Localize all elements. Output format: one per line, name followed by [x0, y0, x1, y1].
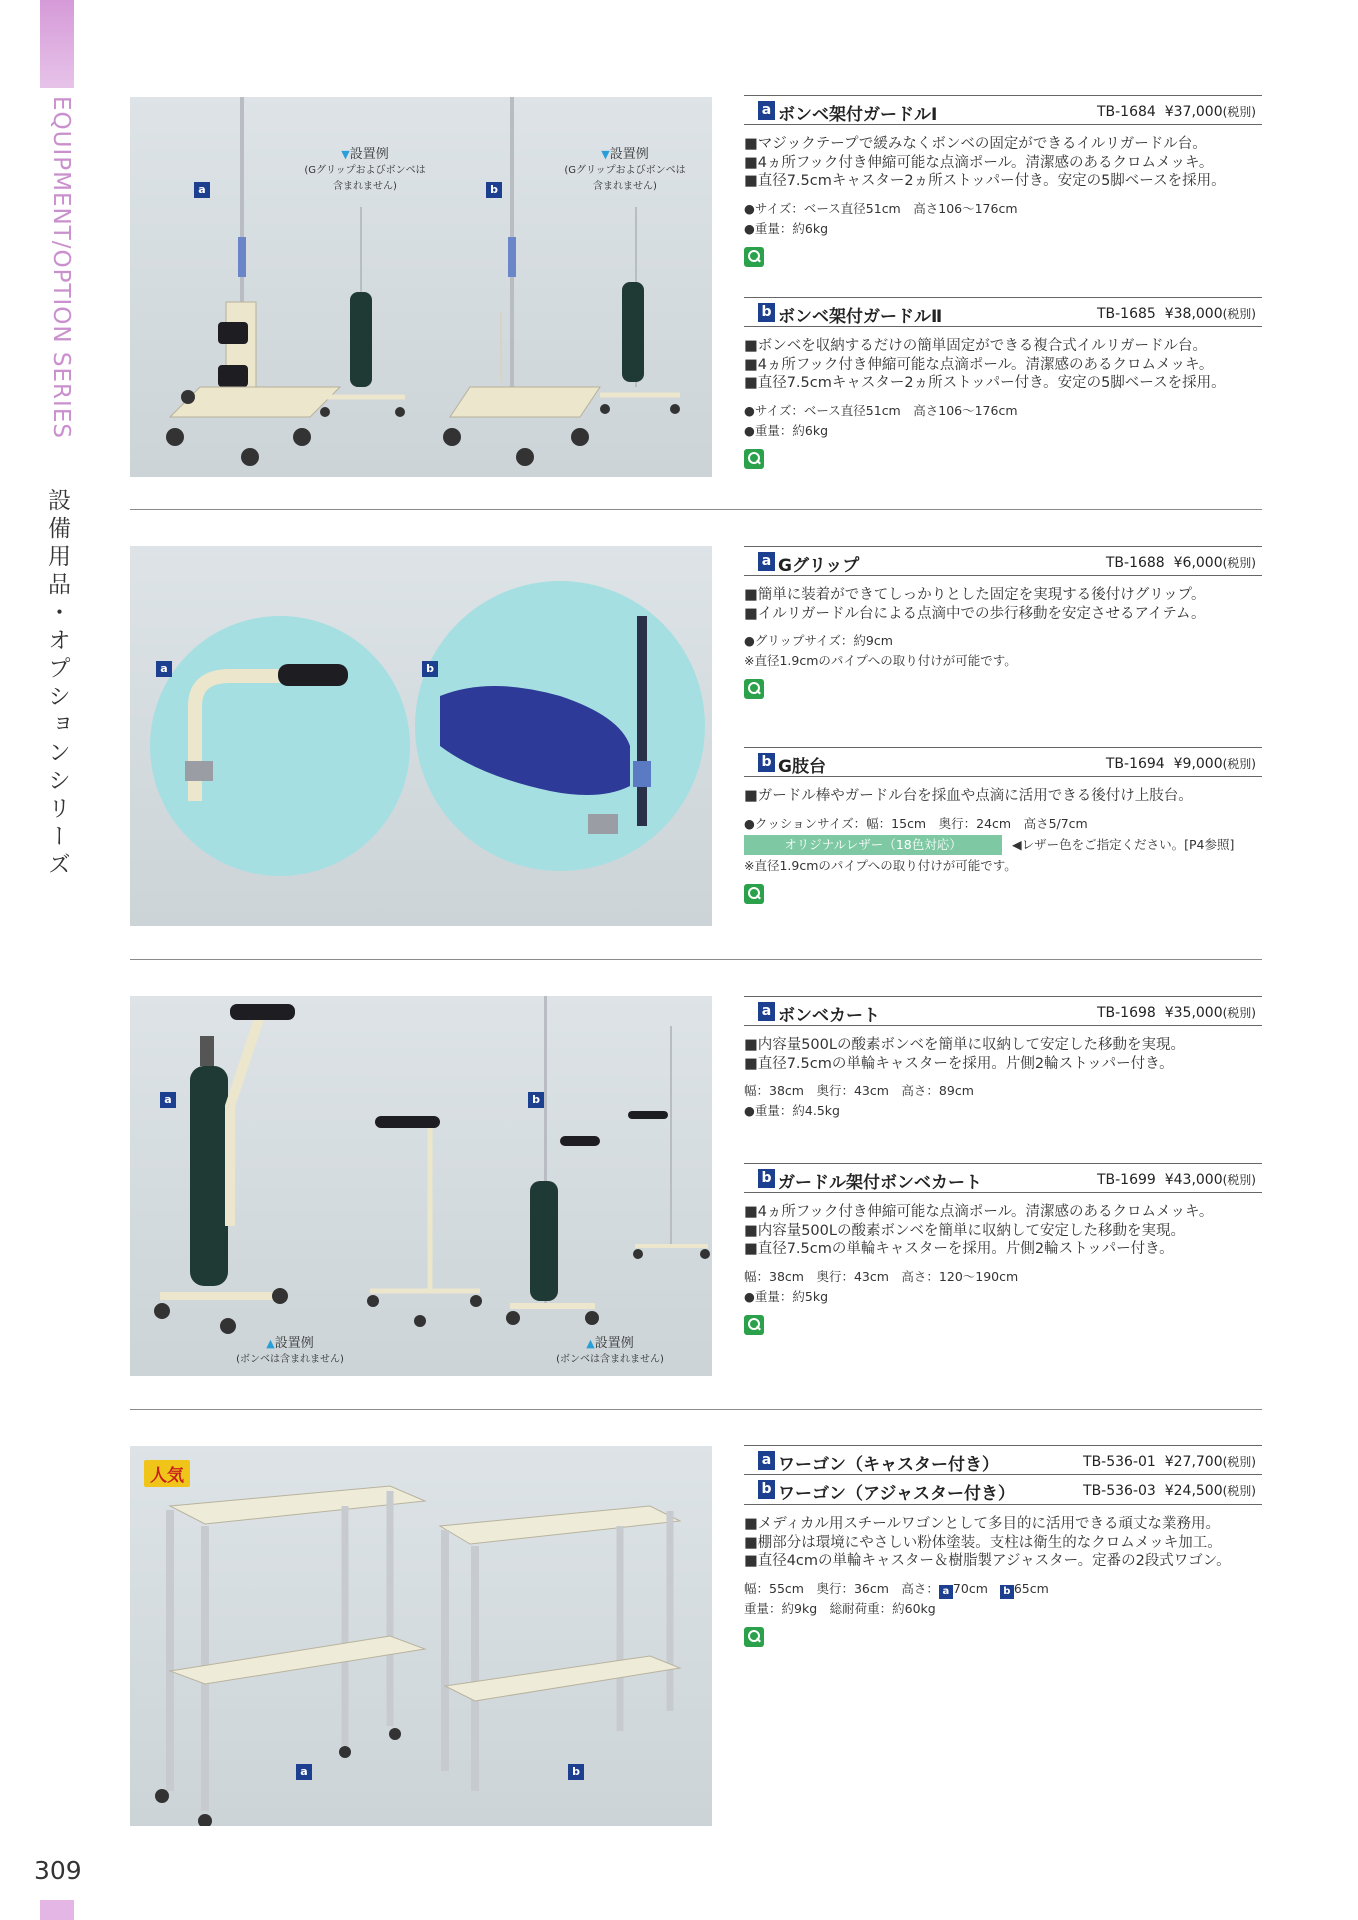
product-description: ■ボンベを収納するだけの簡単固定ができる複合式イルリガードル台。 ■4ヵ所フック付き伸縮可能な点滴ポール。清潔感のあるクロムメッキ。 ■直径7.5cmキャスター2ヵ所ストッパー付き。安定の5脚ベースを採用。	[744, 338, 1226, 391]
product-header	[744, 95, 1262, 125]
product-code-price: TB-536-03 ¥24,500(税別)	[1083, 1483, 1256, 1499]
product-letter: a	[758, 552, 775, 571]
product-letter: b	[758, 1480, 775, 1499]
product-description: ■マジックテープで緩みなくボンベの固定ができるイルリガードル台。 ■4ヵ所フック付き伸縮可能な点滴ポール。清潔感のあるクロムメッキ。 ■直径7.5cmキャスター2ヵ所ストッパー付き。安定の5脚ベースを採用。	[744, 136, 1226, 189]
search-icon[interactable]	[744, 1315, 764, 1335]
product-code-price: TB-1688 ¥6,000(税別)	[1105, 555, 1256, 571]
product-name: G肢台	[778, 757, 826, 777]
product-tb-1685	[744, 297, 1262, 469]
product-code-price: TB-1684 ¥37,000(税別)	[1096, 104, 1256, 120]
wagons-illustration	[130, 1446, 712, 1826]
product-name: ボンベ架付ガードルⅠ	[778, 105, 938, 125]
photo-tag-b: b	[568, 1764, 584, 1780]
product-specs	[744, 1579, 1262, 1619]
leather-color-bar: オリジナルレザー（18色対応）	[744, 835, 1002, 855]
cylinder-carts-illustration	[130, 996, 712, 1376]
product-letter: b	[758, 753, 775, 772]
product-tb-1698	[744, 996, 1262, 1121]
product-header	[744, 996, 1262, 1026]
product-specs: ●サイズ：ベース直径51cm 高さ106〜176cm ●重量：約6kg	[744, 200, 1018, 236]
product-code-price: TB-1699 ¥43,000(税別)	[1096, 1172, 1256, 1188]
product-tb-536	[744, 1445, 1262, 1647]
product-header	[744, 747, 1262, 777]
leather-note: ◀レザー色をご指定ください。[P4参照]	[1012, 836, 1235, 852]
photo-tag-a: a	[160, 1092, 176, 1108]
product-tb-1699	[744, 1163, 1262, 1335]
product-name: ワーゴン（キャスター付き）	[778, 1455, 999, 1475]
product-specs: ●クッションサイズ：幅：15cm 奥行：24cm 高さ5/7cm オリジナルレザー（18色対応） ◀レザー色をご指定ください。[P4参照] ※直径1.9cmのパイプへの取り付けが可能です。	[744, 814, 1262, 876]
product-specs: 幅：38cm 奥行：43cm 高さ：89cm ●重量：約4.5kg	[744, 1083, 974, 1118]
product-letter: a	[758, 101, 775, 120]
product-header	[744, 1163, 1262, 1193]
caption-arrow-icon: ▼	[341, 148, 350, 161]
photo-tag-b: b	[422, 661, 438, 677]
installation-example-caption: ▼設置例 (Gグリップおよびボンベは 含まれません)	[304, 147, 426, 192]
caption-arrow-icon: ▲	[586, 1337, 595, 1350]
product-name: ボンベカート	[778, 1006, 880, 1026]
product-description: ■内容量500Lの酸素ボンベを簡単に収納して安定した移動を実現。 ■直径7.5cmの単輪キャスターを採用。片側2輪ストッパー付き。	[744, 1037, 1185, 1072]
section-divider	[130, 509, 1262, 510]
series-title-jp: 設備用品・オプションシリーズ	[44, 488, 70, 880]
installation-example-caption: ▼設置例 (Gグリップおよびボンベは 含まれません)	[564, 147, 686, 192]
search-icon[interactable]	[744, 1627, 764, 1647]
product-tb-1688	[744, 546, 1262, 699]
search-icon[interactable]	[744, 449, 764, 469]
product-name: ボンベ架付ガードルⅡ	[778, 307, 943, 327]
side-color-band-bottom	[40, 1900, 74, 1920]
product-description: ■4ヵ所フック付き伸縮可能な点滴ポール。清潔感のあるクロムメッキ。 ■内容量500Lの酸素ボンベを簡単に収納して安定した移動を実現。 ■直径7.5cmの単輪キャスターを採用。片側2輪ストッパー付き。	[744, 1204, 1214, 1257]
product-letter: b	[758, 303, 775, 322]
photo-tag-a: a	[156, 661, 172, 677]
product-description: ■ガードル棒やガードル台を採血や点滴に活用できる後付け上肢台。	[744, 788, 1193, 804]
product-name: Gグリップ	[778, 556, 860, 576]
product-code-price: TB-1698 ¥35,000(税別)	[1096, 1005, 1256, 1021]
search-icon[interactable]	[744, 247, 764, 267]
search-icon[interactable]	[744, 679, 764, 699]
product-specs: ●グリップサイズ：約9cm ※直径1.9cmのパイプへの取り付けが可能です。	[744, 633, 1017, 668]
product-name: ワーゴン（アジャスター付き）	[778, 1484, 1015, 1504]
product-header	[744, 1475, 1262, 1505]
product-description: ■メディカル用スチールワゴンとして多目的に活用できる頑丈な業務用。 ■棚部分は環境にやさしい粉体塗装。支柱は衛生的なクロムメッキ加工。 ■直径4cmの単輪キャスター＆樹脂製アジャスター。定番の2段式ワゴン。	[744, 1516, 1231, 1569]
product-letter: b	[758, 1169, 775, 1188]
installation-example-caption: ▲設置例 (ボンベは含まれません)	[236, 1336, 344, 1365]
pipe-note: ※直径1.9cmのパイプへの取り付けが可能です。	[744, 857, 1017, 873]
product-name: ガードル架付ボンベカート	[778, 1173, 982, 1193]
product-photo-grip-armrest	[130, 546, 712, 926]
product-header	[744, 1445, 1262, 1475]
wagon-size: 幅：55cm 奥行：36cm 高さ： a 70cm b 65cm	[744, 1580, 1049, 1597]
product-letter: a	[758, 1002, 775, 1021]
product-code-price: TB-536-01 ¥27,700(税別)	[1083, 1454, 1256, 1470]
section-divider	[130, 1409, 1262, 1410]
product-specs: ●サイズ：ベース直径51cm 高さ106〜176cm ●重量：約6kg	[744, 402, 1018, 438]
product-photo-wagons	[130, 1446, 712, 1826]
popular-badge: 人気	[144, 1460, 190, 1487]
series-title-en: EQUIPMENT/OPTION SERIES	[48, 96, 74, 439]
search-icon[interactable]	[744, 884, 764, 904]
product-description: ■簡単に装着ができてしっかりとした固定を実現する後付けグリップ。 ■イルリガードル台による点滴中での歩行移動を安定させるアイテム。	[744, 587, 1206, 622]
product-code-price: TB-1685 ¥38,000(税別)	[1096, 306, 1256, 322]
caption-arrow-icon: ▼	[601, 148, 610, 161]
product-specs: 幅：38cm 奥行：43cm 高さ：120〜190cm ●重量：約5kg	[744, 1268, 1019, 1304]
installation-example-caption: ▲設置例 (ボンベは含まれません)	[556, 1336, 664, 1365]
leather-option-row	[744, 834, 1262, 856]
wagon-weight: 重量：約9kg 総耐荷重：約60kg	[744, 1600, 936, 1616]
product-photo-cylinder-stands	[130, 97, 712, 477]
product-photo-cylinder-carts	[130, 996, 712, 1376]
photo-tag-b: b	[486, 182, 502, 198]
product-tb-1684	[744, 95, 1262, 267]
page-number: 309	[34, 1856, 82, 1885]
product-tb-1694	[744, 747, 1262, 904]
photo-tag-a: a	[296, 1764, 312, 1780]
photo-tag-b: b	[528, 1092, 544, 1108]
caption-arrow-icon: ▲	[266, 1337, 275, 1350]
product-code-price: TB-1694 ¥9,000(税別)	[1105, 756, 1256, 772]
side-color-band	[40, 0, 74, 88]
grip-armrest-illustration	[130, 546, 712, 926]
product-header	[744, 297, 1262, 327]
photo-tag-a: a	[194, 182, 210, 198]
section-divider	[130, 959, 1262, 960]
product-letter: a	[758, 1451, 775, 1470]
product-header	[744, 546, 1262, 576]
